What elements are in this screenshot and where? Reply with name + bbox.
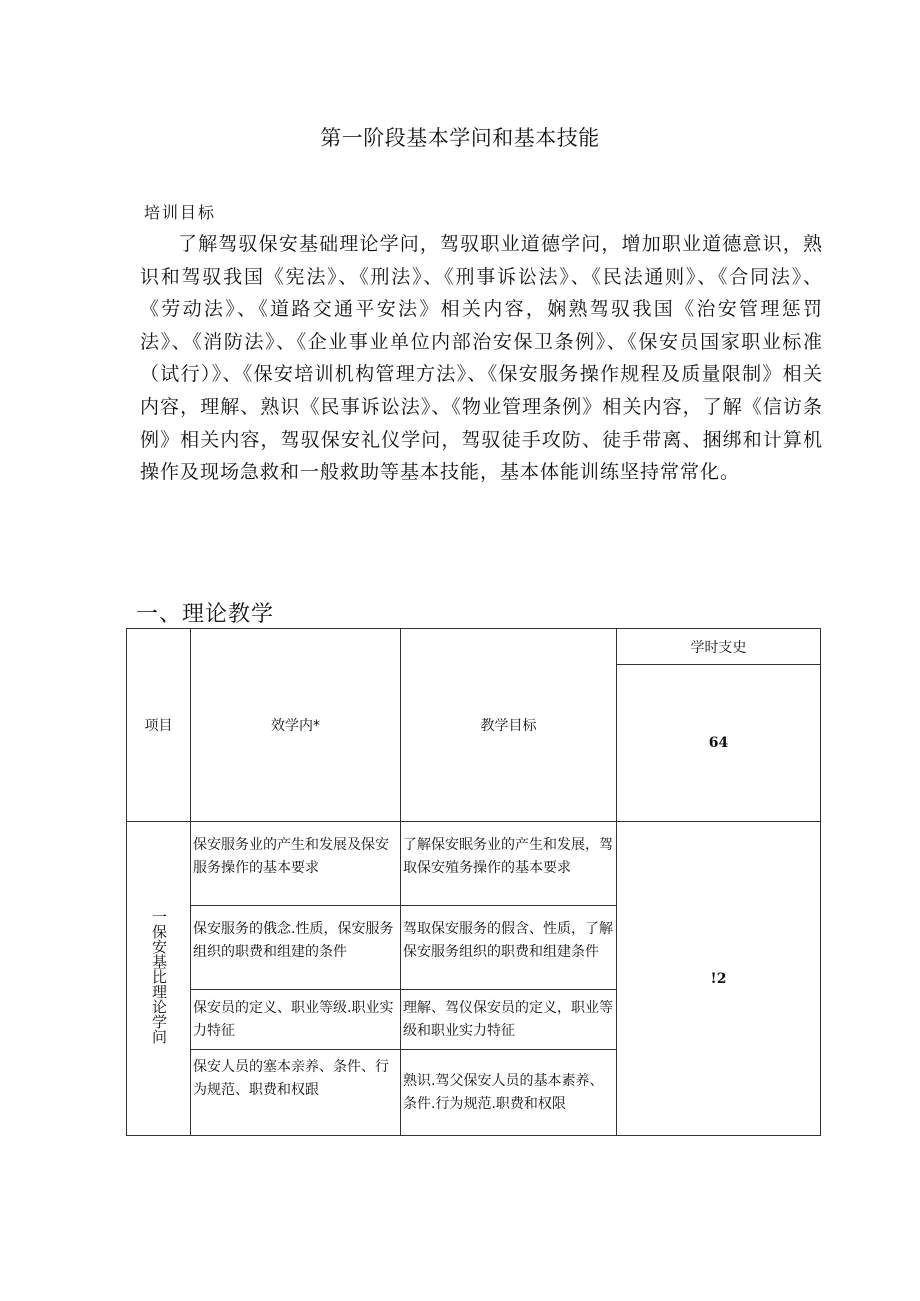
table-row	[127, 822, 821, 906]
row-goal: 熟识.驾父保安人员的基本素养、条件.行为规范.职费和权限	[401, 1050, 617, 1136]
group-name-cell	[127, 822, 191, 1136]
header-project: 项目	[127, 629, 191, 822]
section-heading-theory: 一、理论教学	[136, 602, 275, 627]
training-goal-paragraph: 了解驾驭保安基础理论学问，驾驭职业道德学问，增加职业道德意识，熟识和驾驭我国《宪法》、《刑法》、《刑事诉讼法》、《民法通则》、《合同法》、《劳动法》、《道路交通平安法》相关内容，娴熟驾驭我国《治安管理惩罚法》、《消防法》、《企业事业单位内部治安保卫条例》、《保安员国家职业标准（试行）》、《保安培训机构管理方法》、《保安服务操作规程及质量限制》相关内容，理解、熟识《民事诉讼法》、《物业管理条例》相关内容，了解《信访条例》相关内容，驾驭保安礼仪学问，驾驭徒手攻防、徒手带离、捆绑和计算机操作及现场急救和一般救助等基本技能，基本体能训练坚持常常化。	[140, 233, 823, 484]
row-content: 保安人员的塞本亲养、条件、行为规范、职费和权跟	[191, 1050, 401, 1136]
header-content: 效学内*	[191, 629, 401, 822]
header-goal: 教学目标	[401, 629, 617, 822]
total-hours: 64	[617, 665, 821, 822]
group-hours: !2	[617, 822, 821, 1136]
header-hours: 学时支史	[617, 629, 821, 665]
table-header-row	[127, 629, 821, 665]
row-content: 保安员的定义、职业等级.职业实力特征	[191, 990, 401, 1050]
group-name: 一保安基比理论学问	[150, 909, 168, 1044]
row-content: 保安服务的俄念.性质，保安服务组织的职费和组建的条件	[191, 906, 401, 990]
row-goal: 了解保安眠务业的产生和发展，驾取保安殖务操作的基本要求	[401, 822, 617, 906]
row-goal: 理解、驾仪保安员的定义，职业等级和职业实力特征	[401, 990, 617, 1050]
training-goal-heading: 培训目标	[144, 203, 217, 222]
row-goal: 驾取保安服务的假含、性质，了解保安服务组织的职费和组建条件	[401, 906, 617, 990]
document-title: 第一阶段基本学问和基本技能	[320, 126, 600, 150]
row-content: 保安服务业的产生和发展及保安服务操作的基本要求	[191, 822, 401, 906]
course-table	[126, 628, 821, 1136]
